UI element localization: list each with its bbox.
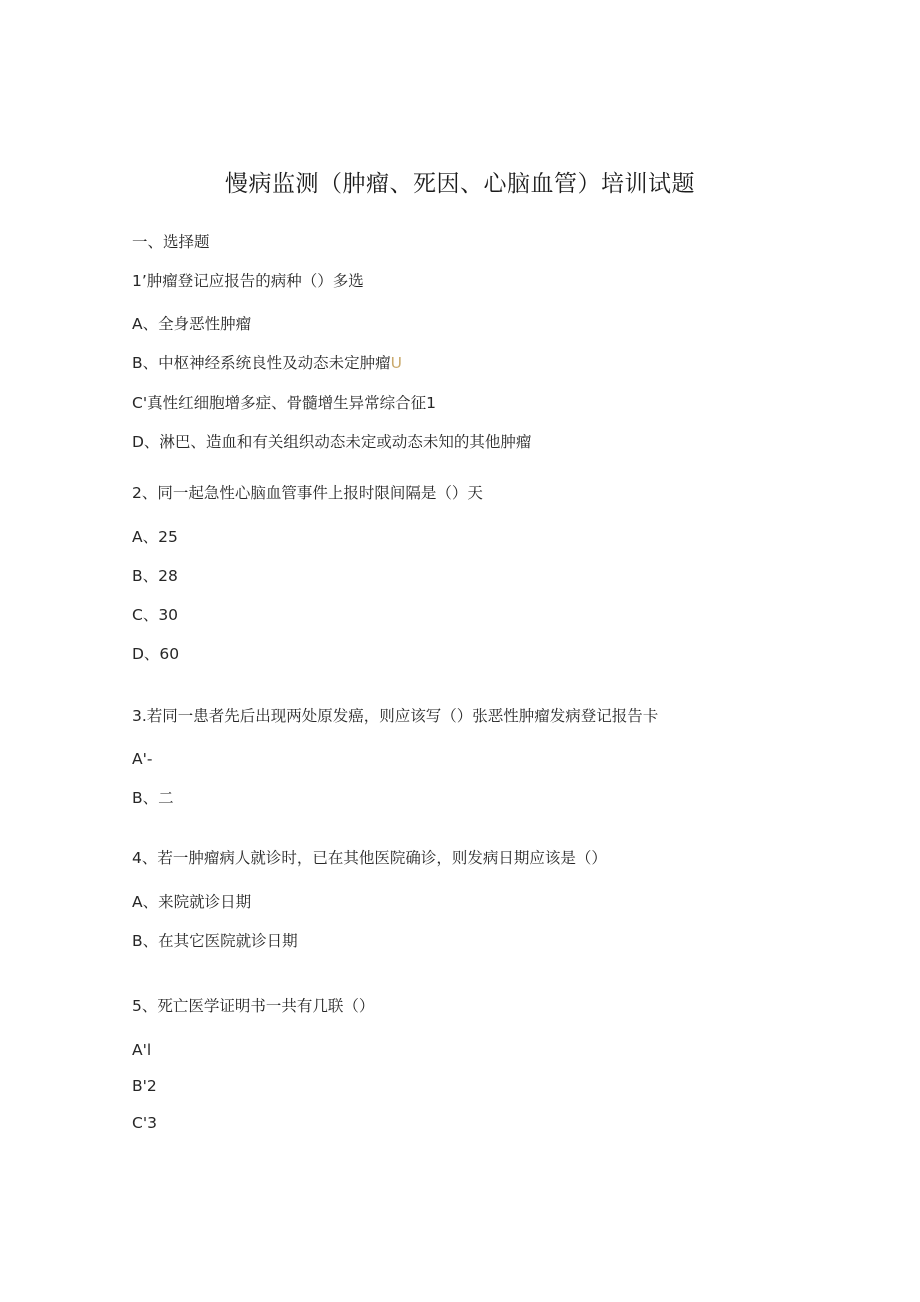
question-5-option-b: B'2 xyxy=(132,1077,157,1095)
question-5-option-c: C'3 xyxy=(132,1114,157,1132)
question-1-option-c: C'真性红细胞增多症、骨髓增生异常综合征1 xyxy=(132,394,436,412)
question-2-option-a: A、25 xyxy=(132,528,178,546)
question-1-option-b: B、中枢神经系统良性及动态未定肿瘤 xyxy=(132,354,391,372)
question-2-option-d: D、60 xyxy=(132,645,180,663)
question-1-option-b-mark: U xyxy=(390,354,402,372)
question-2-option-b: B、28 xyxy=(132,567,178,585)
question-1-stem: 1’肿瘤登记应报告的病种（）多选 xyxy=(132,272,364,290)
question-4-stem: 4、若一肿瘤病人就诊时，已在其他医院确诊，则发病日期应该是（） xyxy=(132,849,607,867)
question-3-option-b: B、二 xyxy=(132,789,174,807)
section-heading: 一、选择题 xyxy=(132,233,210,251)
question-2-stem: 2、同一起急性心脑血管事件上报时限间隔是（）天 xyxy=(132,484,483,502)
question-3-stem: 3.若同一患者先后出现两处原发癌，则应该写（）张恶性肿瘤发病登记报告卡 xyxy=(132,707,659,725)
question-1-option-a: A、全身恶性肿瘤 xyxy=(132,315,252,333)
question-1-option-d: D、淋巴、造血和有关组织动态未定或动态未知的其他肿瘤 xyxy=(132,433,532,451)
question-5-option-a: A'l xyxy=(132,1041,152,1059)
question-2-option-c: C、30 xyxy=(132,606,179,624)
question-1-option-b-row xyxy=(132,352,402,374)
question-4-option-b: B、在其它医院就诊日期 xyxy=(132,932,298,950)
document-title: 慢病监测（肿瘤、死因、心脑血管）培训试题 xyxy=(225,171,695,197)
question-5-stem: 5、死亡医学证明书一共有几联（） xyxy=(132,997,375,1015)
question-3-option-a: A'- xyxy=(132,750,153,768)
question-4-option-a: A、来院就诊日期 xyxy=(132,893,252,911)
